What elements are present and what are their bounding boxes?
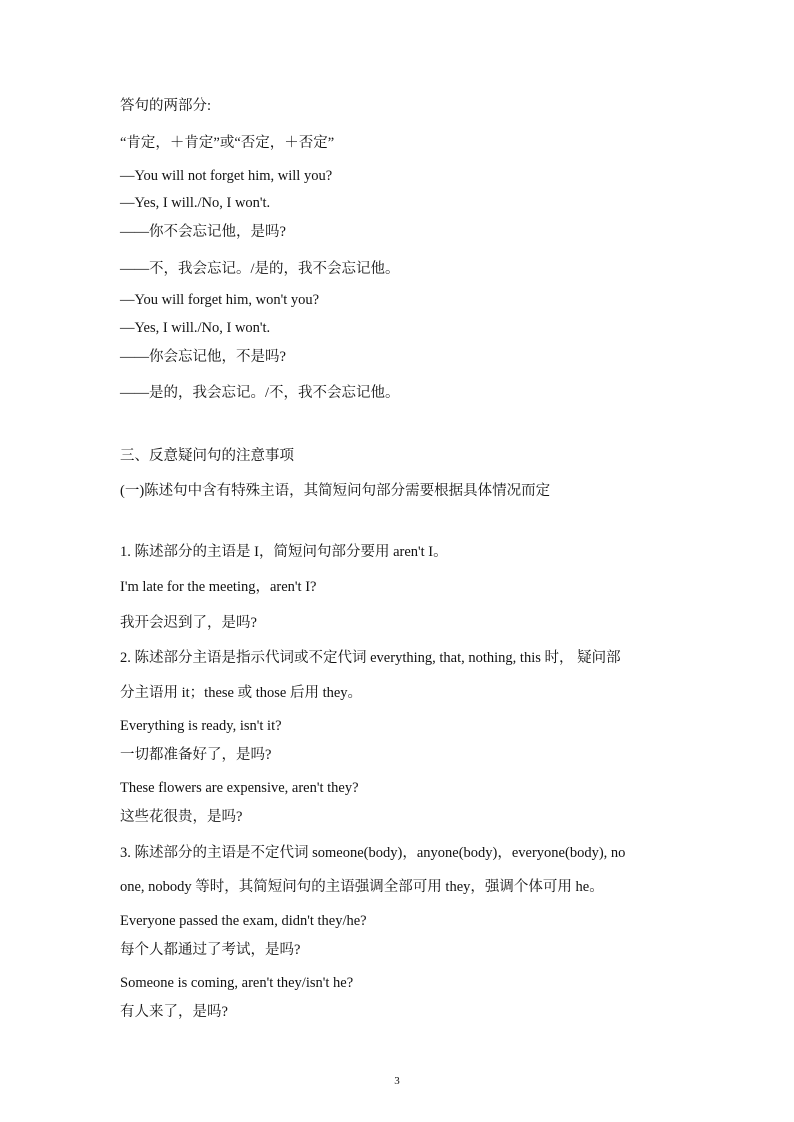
text-line: 每个人都通过了考试，是吗? [120, 942, 301, 958]
text-line: 2. 陈述部分主语是指示代词或不定代词 everything, that, nothing, this 时， 疑问部 [120, 650, 621, 666]
text-line: 我开会迟到了，是吗? [120, 615, 257, 631]
text-line: Someone is coming, aren't they/isn't he? [120, 975, 354, 991]
section-heading: 三、反意疑问句的注意事项 [120, 448, 294, 464]
text-line: —Yes, I will./No, I won't. [120, 195, 271, 211]
text-line: 答句的两部分: [120, 98, 212, 114]
page-number: 3 [394, 1075, 400, 1087]
text-line: —You will forget him, won't you? [120, 292, 320, 308]
text-line: These flowers are expensive, aren't they? [120, 780, 359, 796]
text-line: 分主语用 it；these 或 those 后用 they。 [120, 685, 363, 701]
text-line: ——不，我会忘记。/是的，我不会忘记他。 [120, 261, 400, 277]
subsection-heading: (一)陈述句中含有特殊主语，其简短问句部分需要根据具体情况而定 [120, 483, 551, 499]
text-line: 3. 陈述部分的主语是不定代词 someone(body)，anyone(body)，everyone(body), no [120, 845, 626, 861]
text-line: ——是的，我会忘记。/不，我不会忘记他。 [120, 385, 400, 401]
text-line: one, nobody 等时，其简短问句的主语强调全部可用 they，强调个体可用 he。 [120, 879, 604, 895]
text-line: 有人来了，是吗? [120, 1004, 228, 1020]
text-line: ——你会忘记他，不是吗? [120, 349, 286, 365]
text-line: —You will not forget him, will you? [120, 168, 333, 184]
text-line: “肯定，＋肯定”或“否定，＋否定” [120, 135, 335, 151]
text-line: Everyone passed the exam, didn't they/he? [120, 913, 367, 929]
text-line: 这些花很贵，是吗? [120, 809, 243, 825]
text-line: Everything is ready, isn't it? [120, 718, 282, 734]
text-line: 1. 陈述部分的主语是 I，简短问句部分要用 aren't I。 [120, 544, 448, 560]
text-line: I'm late for the meeting，aren't I? [120, 579, 317, 595]
text-line: 一切都准备好了，是吗? [120, 747, 272, 763]
text-line: ——你不会忘记他，是吗? [120, 224, 286, 240]
text-line: —Yes, I will./No, I won't. [120, 320, 271, 336]
